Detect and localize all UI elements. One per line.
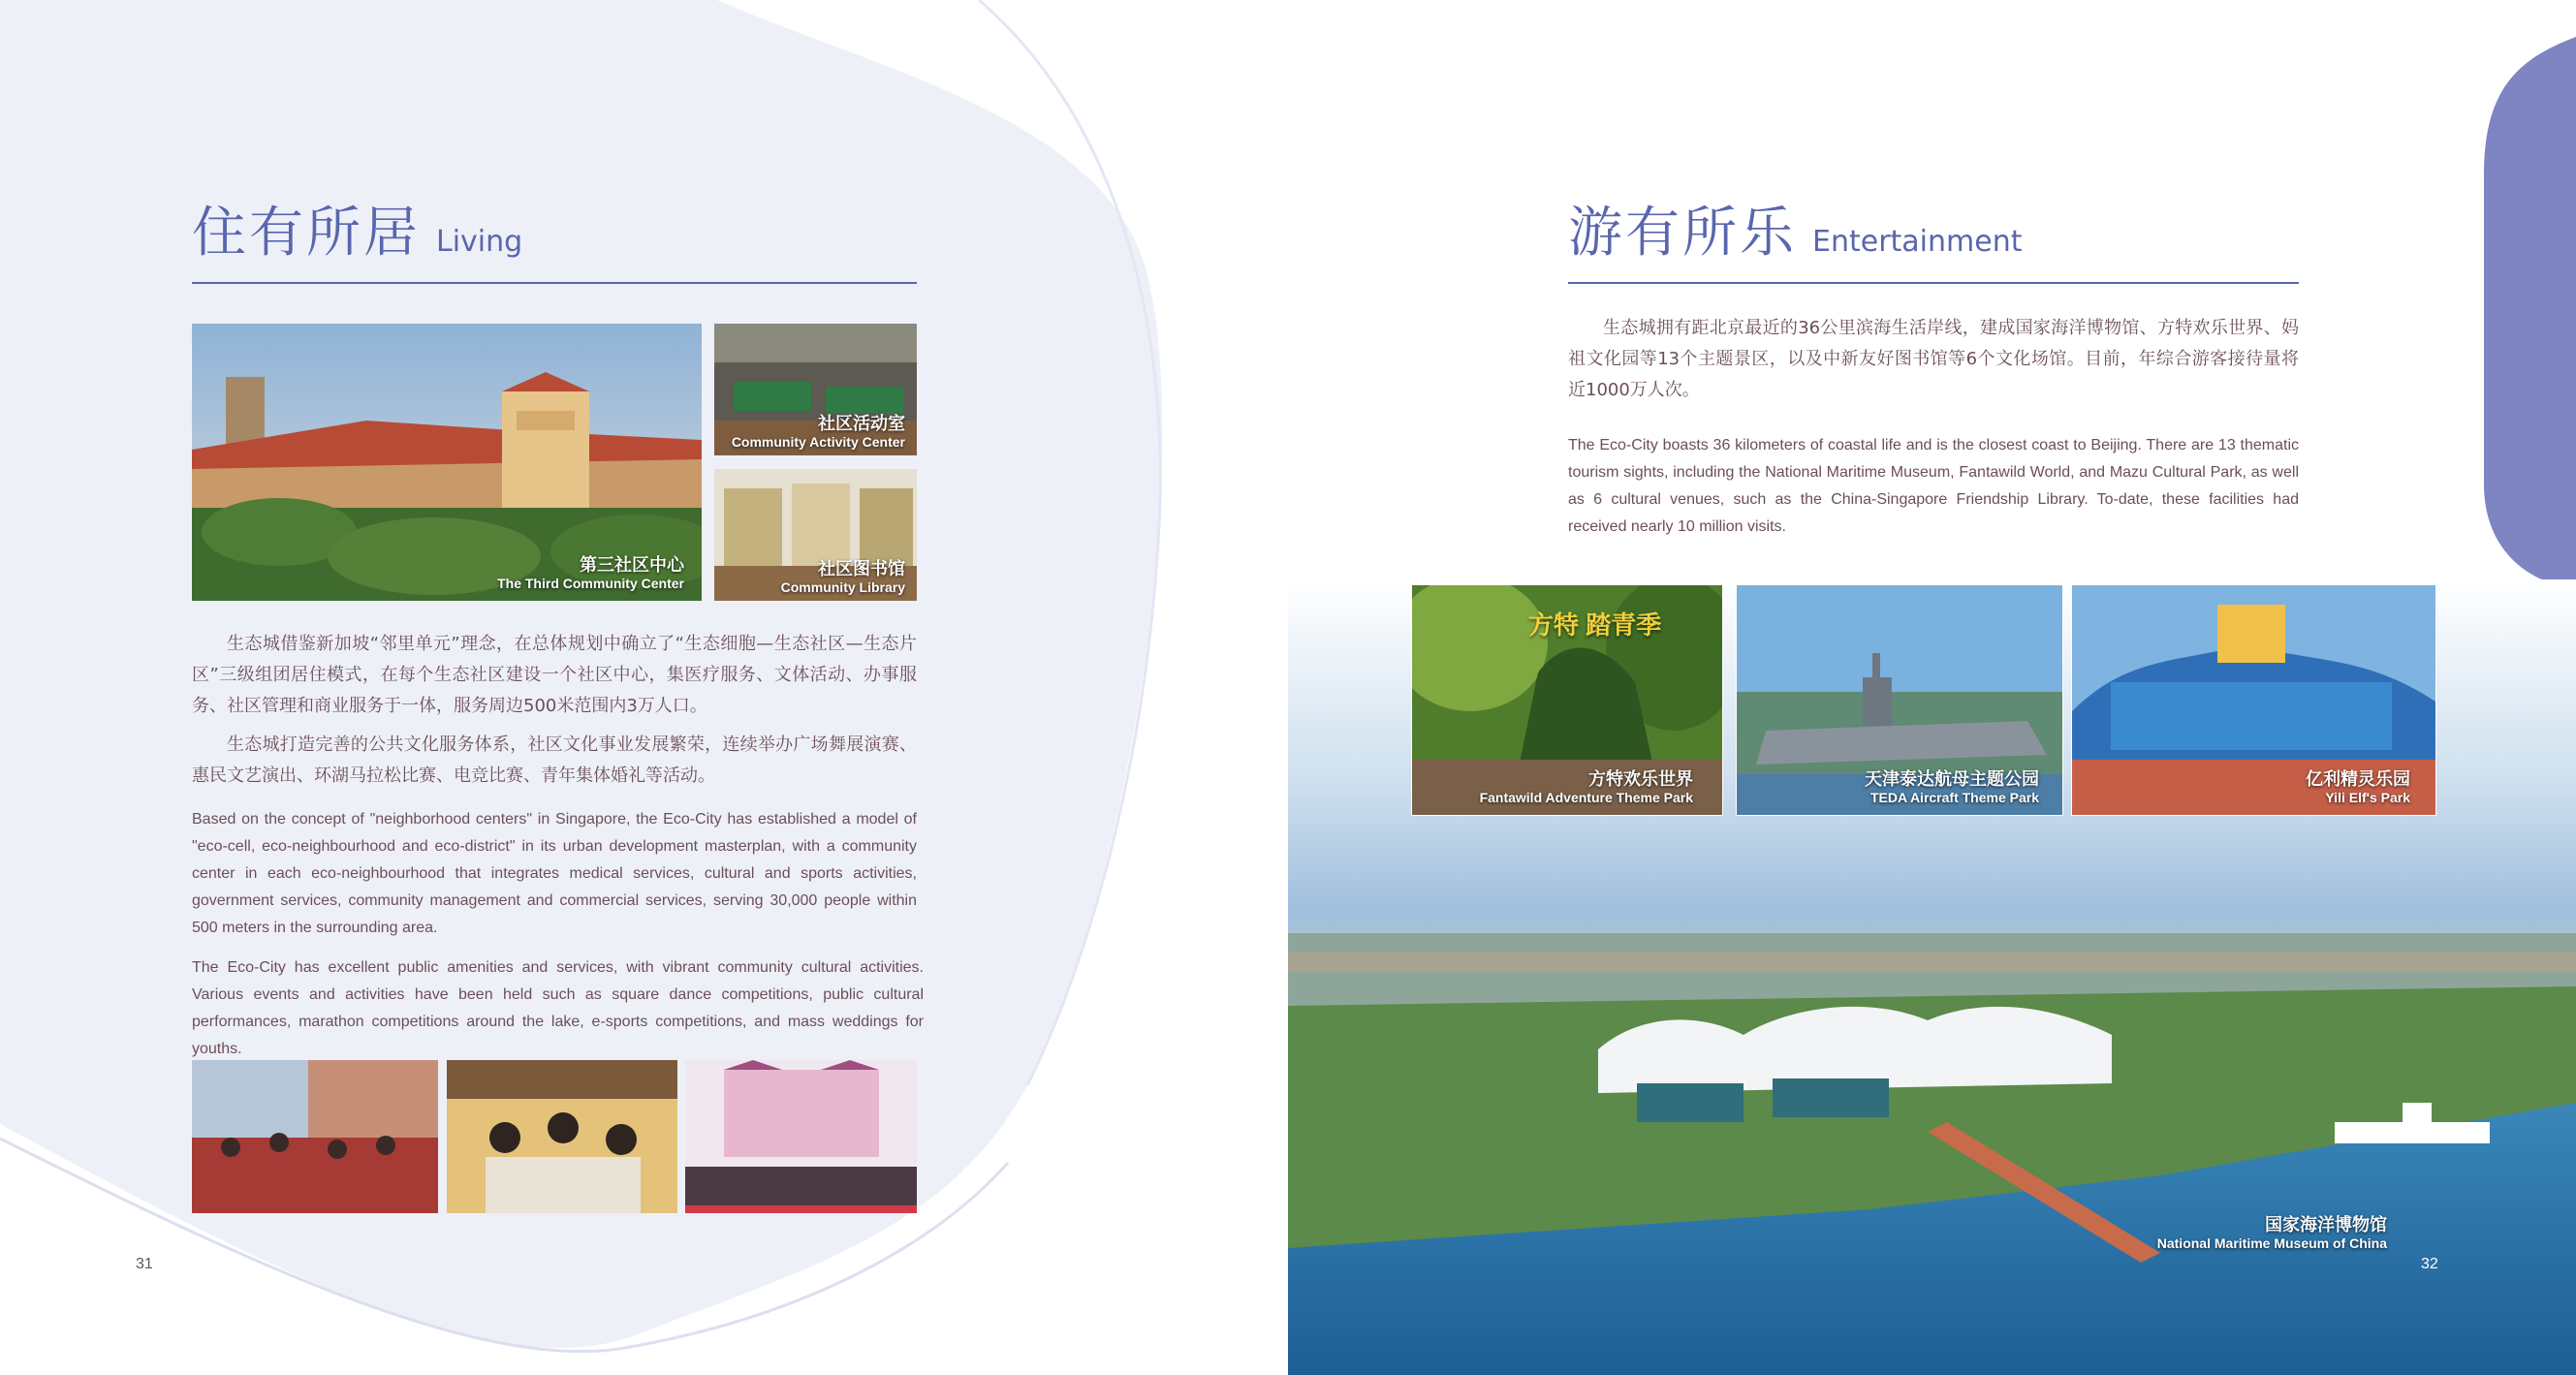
living-paragraph-zh-2: 生态城打造完善的公共文化服务体系，社区文化事业发展繁荣，连续举办广场舞展演赛、惠民文艺演出、环湖马拉松比赛、电竞比赛、青年集体婚礼等活动。	[192, 734, 917, 786]
aircraft-park-caption	[1865, 769, 2039, 805]
fantawild-sign: 方特 踏青季	[1528, 610, 1662, 640]
living-paragraph-en-2: The Eco-City has excellent public amenities and services, with vibrant community cultural activities. Various events and activities have been held such as square dance competitions, public cultural performances, marathon competitions around the lake, e-sports competitions, and mass weddings for youths.	[192, 959, 924, 1057]
page-number-right: 32	[2421, 1256, 2438, 1272]
maritime-museum-caption	[2157, 1215, 2387, 1251]
community-center-caption-zh: 第三社区中心	[580, 555, 684, 576]
dance-event-photo	[192, 1060, 438, 1213]
library-caption-en: Community Library	[780, 578, 905, 595]
activity-center-caption	[732, 414, 905, 450]
library-caption-zh: 社区图书馆	[818, 559, 905, 579]
elf-park-caption-zh: 亿利精灵乐园	[2306, 769, 2410, 790]
wedding-event-photo	[685, 1060, 917, 1213]
fantawild-caption-en: Fantawild Adventure Theme Park	[1479, 789, 1693, 805]
community-center-caption	[497, 555, 684, 591]
page-number-left: 31	[136, 1256, 153, 1272]
living-title	[192, 190, 522, 267]
library-photo	[714, 469, 917, 601]
living-title-rule	[192, 282, 917, 284]
entertainment-title	[1568, 190, 2022, 267]
activity-center-photo	[714, 324, 917, 455]
children-class-photo	[447, 1060, 677, 1213]
corner-shape	[2484, 37, 2576, 589]
fantawild-caption-zh: 方特欢乐世界	[1588, 769, 1693, 790]
entertainment-title-rule	[1568, 282, 2299, 284]
living-title-en: Living	[436, 225, 523, 259]
fantawild-caption	[1480, 769, 1693, 805]
community-center-caption-en: The Third Community Center	[497, 575, 684, 591]
living-paragraph-zh-1: 生态城借鉴新加坡“邻里单元”理念，在总体规划中确立了“生态细胞—生态社区—生态片区”三级组团居住模式，在每个生态社区建设一个社区中心，集医疗服务、文体活动、办事服务、社区管理和商业服务于一体，服务周边500米范围内3万人口。	[192, 634, 917, 716]
community-center-photo	[192, 324, 702, 601]
aircraft-park-caption-zh: 天津泰达航母主题公园	[1865, 769, 2039, 790]
elf-park-caption-en: Yili Elf's Park	[2325, 789, 2410, 805]
entertainment-title-en: Entertainment	[1812, 225, 2023, 259]
aircraft-park-photo	[1736, 584, 2063, 816]
library-caption	[781, 559, 905, 595]
children-class-image	[447, 1060, 677, 1213]
living-paragraph-en-1: Based on the concept of "neighborhood centers" in Singapore, the Eco-City has established a model of "eco-cell, eco-neighbourhood and eco-district" in its urban development masterplan, with a community center in each eco-neighbourhood that integrates medical services, cultural and sports activities, government services, community management and commercial services, serving 30,000 people within 500 meters in the surrounding area.	[192, 811, 917, 936]
elf-park-caption	[2306, 769, 2410, 805]
wedding-event-image	[685, 1060, 917, 1213]
maritime-museum-caption-en: National Maritime Museum of China	[2156, 1234, 2387, 1251]
living-title-zh: 住有所居	[192, 202, 421, 265]
dance-event-image	[192, 1060, 438, 1213]
elf-park-photo	[2071, 584, 2436, 816]
maritime-museum-caption-zh: 国家海洋博物馆	[2265, 1215, 2387, 1235]
activity-center-caption-zh: 社区活动室	[818, 414, 905, 434]
fantawild-photo	[1411, 584, 1723, 816]
aircraft-park-caption-en: TEDA Aircraft Theme Park	[1869, 789, 2039, 805]
entertainment-paragraph-zh: 生态城拥有距北京最近的36公里滨海生活岸线，建成国家海洋博物馆、方特欢乐世界、妈祖文化园等13个主题景区，以及中新友好图书馆等6个文化场馆。目前，年综合游客接待量将近1000万人次。	[1568, 318, 2299, 400]
entertainment-paragraph-en: The Eco-City boasts 36 kilometers of coastal life and is the closest coast to Beijing. There are 13 thematic tourism sights, including the National Maritime Museum, Fantawild World, and Mazu Cultural Park, as well as 6 cultural venues, such as the China-Singapore Friendship Library. To-date, these facilities had received nearly 10 million visits.	[1568, 437, 2299, 535]
activity-center-caption-en: Community Activity Center	[731, 433, 905, 450]
entertainment-title-zh: 游有所乐	[1568, 202, 1797, 265]
